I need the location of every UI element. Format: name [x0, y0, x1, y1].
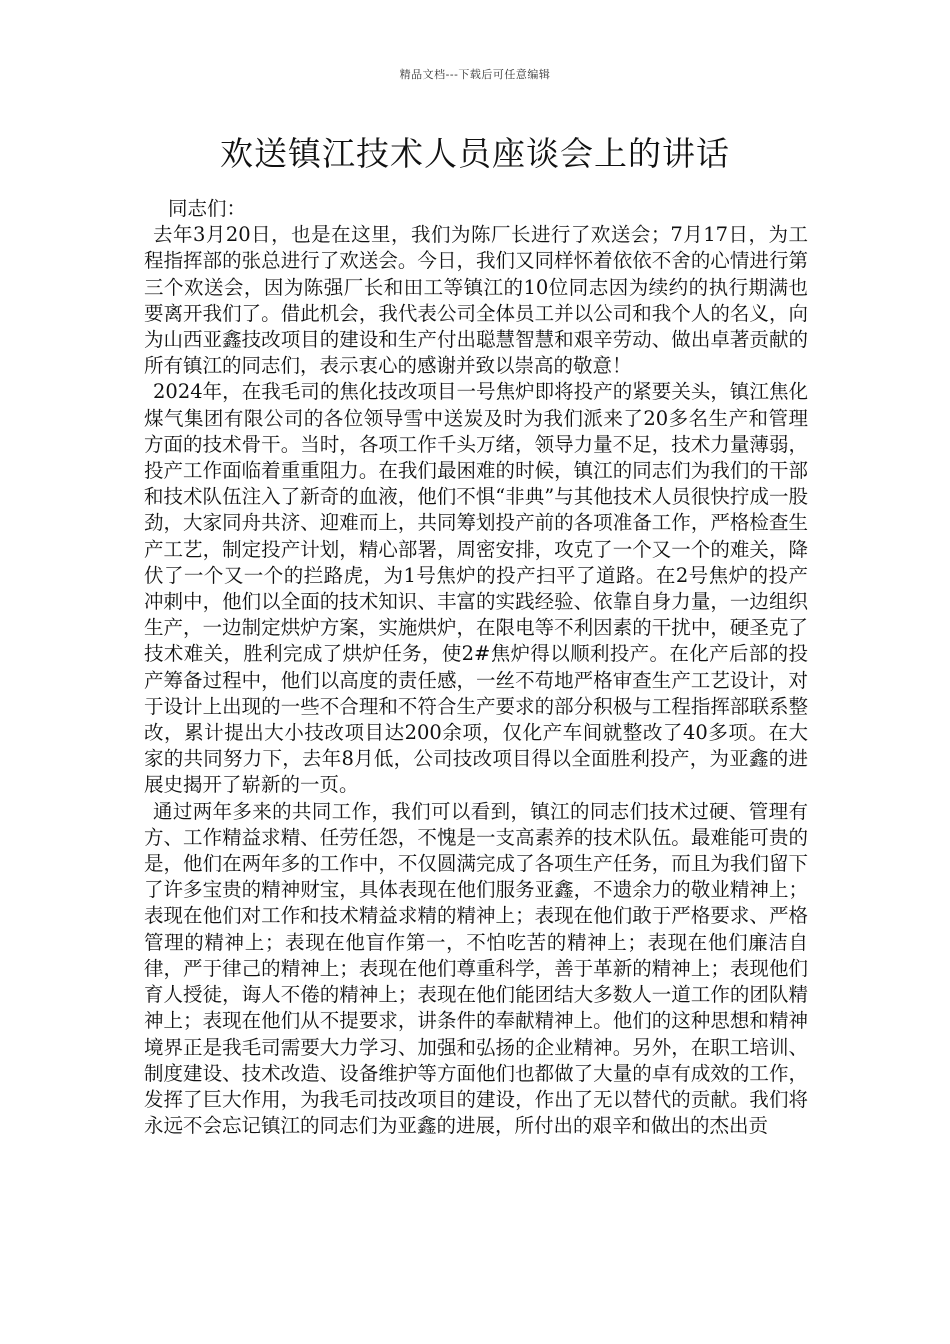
paragraph-3: 通过两年多来的共同工作，我们可以看到，镇江的同志们技术过硬、管理有方、工作精益求精、任劳任怨，不愧是一支高素养的技术队伍。最难能可贵的是，他们在两年多的工作中，不仅圆满完成了各项生产任务，而且为我们留下了许多宝贵的精神财宝，具体表现在他们服务亚鑫，不遗余力的敬业精神上；表现在他们对工作和技术精益求精的精神上；表现在他们敢于严格要求、严格管理的精神上；表现在他盲作第一，不怕吃苦的精神上；表现在他们廉洁自律，严于律己的精神上；表现在他们尊重科学，善于革新的精神上；表现他们育人授徒，诲人不倦的精神上；表现在他们能团结大多数人一道工作的团队精神上；表现在他们从不提要求，讲条件的奉献精神上。他们的这种思想和精神境界正是我毛司需要大力学习、加强和弘扬的企业精神。另外，在职工培训、制度建设、技术改造、设备维护等方面他们也都做了大量的卓有成效的工作，发挥了巨大作用，为我毛司技改项目的建设，作出了无以替代的贡献。我们将永远不会忘记镇江的同志们为亚鑫的进展，所付出的艰辛和做出的杰出贡: [144, 799, 808, 1138]
paragraph-1: 去年3月20日，也是在这里，我们为陈厂长进行了欢送会；7月17日，为工程指挥部的张总进行了欢送会。今日，我们又同样怀着依依不舍的心情进行第三个欢送会，因为陈强厂长和田工等镇江的10位同志因为续约的执行期满也要离开我们了。借此机会，我代表公司全体员工并以公司和我个人的名义，向为山西亚鑫技改项目的建设和生产付出聪慧智慧和艰辛劳动、做出卓著贡献的所有镇江的同志们，表示衷心的感谢并致以崇高的敬意！: [144, 223, 808, 378]
document-title: 欢送镇江技术人员座谈会上的讲话: [220, 134, 730, 173]
salutation: 同志们：: [168, 197, 247, 220]
document-body: [144, 196, 808, 1139]
paragraph-2: 2024年，在我毛司的焦化技改项目一号焦炉即将投产的紧要关头，镇江焦化煤气集团有限公司的各位领导雪中送炭及时为我们派来了20多名生产和管理方面的技术骨干。当时，各项工作千头万绪，领导力量不足，技术力量薄弱，投产工作面临着重重阻力。在我们最困难的时候，镇江的同志们为我们的干部和技术队伍注入了新奇的血液，他们不惧“非典”与其他技术人员很快拧成一股劲，大家同舟共济、迎难而上，共同筹划投产前的各项准备工作，严格检查生产工艺，制定投产计划，精心部署，周密安排，攻克了一个又一个的难关，降伏了一个又一个的拦路虎，为1号焦炉的投产扫平了道路。在2号焦炉的投产冲刺中，他们以全面的技术知识、丰富的实践经验、依靠自身力量，一边组织生产，一边制定烘炉方案，实施烘炉，在限电等不利因素的干扰中，硬圣克了技术难关，胜利完成了烘炉任务，使2#焦炉得以顺利投产。在化产后部的投产筹备过程中，他们以高度的责任感，一丝不苟地严格审查生产工艺设计，对于设计上出现的一些不合理和不符合生产要求的部分积极与工程指挥部联系整改，累计提出大小技改项目达200余项，仅化产车间就整改了40多项。在大家的共同努力下，去年8月低，公司技改项目得以全面胜利投产，为亚鑫的进展史揭开了崭新的一页。: [144, 380, 808, 797]
header-note: 精品文档---下载后可任意编辑: [399, 68, 551, 81]
